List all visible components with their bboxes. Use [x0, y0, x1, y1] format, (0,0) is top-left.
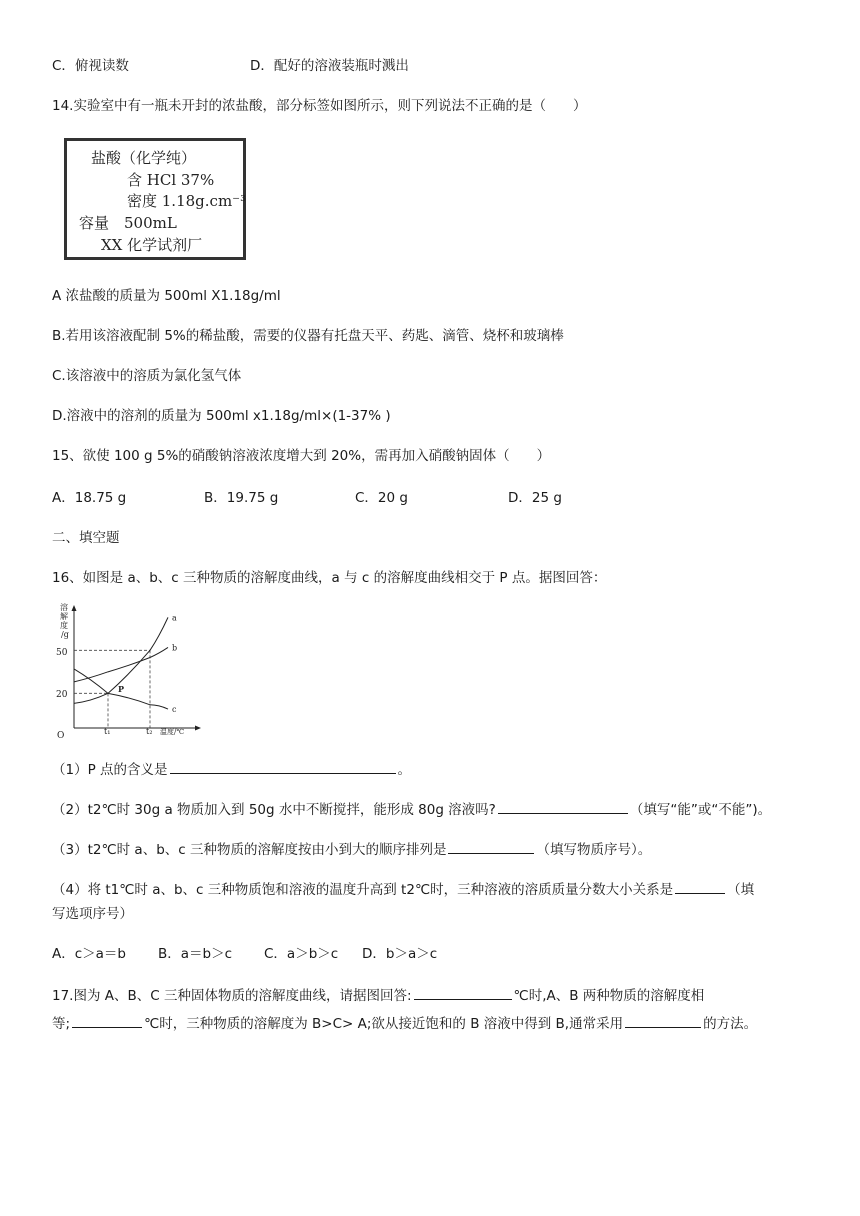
- q15-option-c: C．20 g: [355, 490, 408, 506]
- section-heading: 二、填空题: [52, 530, 120, 546]
- q14-option-d: D.溶液中的溶剂的质量为 500ml x1.18g/ml×(1-37% ): [52, 408, 391, 424]
- x-tick-t2: t₂: [146, 727, 153, 736]
- y-tick-50: 50: [56, 648, 68, 658]
- q16-sub1-blank[interactable]: [170, 758, 396, 774]
- y-axis-label-1: 溶: [60, 603, 68, 612]
- q16-sub4-line2: 写选项序号）: [52, 906, 133, 922]
- q16-stem: 16、如图是 a、b、c 三种物质的溶解度曲线，a 与 c 的溶解度曲线相交于 P 点。据图回答：: [52, 570, 607, 586]
- q17-text-2: ℃时,A、B 两种物质的溶解度相: [513, 988, 705, 1004]
- q14-option-c: C.该溶液中的溶质为氯化氢气体: [52, 368, 242, 384]
- label-line-3: 密度 1.18g.cm⁻³: [127, 192, 247, 210]
- y-axis-arrow: [72, 605, 77, 611]
- q17-blank-3[interactable]: [625, 1012, 701, 1028]
- q17-line1: [52, 984, 704, 1006]
- curve-b: [74, 647, 168, 681]
- q17-blank-1[interactable]: [414, 984, 512, 1000]
- solubility-chart: [52, 600, 212, 750]
- q16-sub4-end: （填: [727, 882, 755, 898]
- y-axis-label-3: 度: [60, 621, 68, 630]
- q15-option-b: B．19.75 g: [204, 490, 279, 506]
- q14-option-a: A 浓盐酸的质量为 500ml X1.18g/ml: [52, 288, 281, 304]
- q15-stem: 15、欲使 100 g 5%的硝酸钠溶液浓度增大到 20%，需再加入硝酸钠固体（ ）: [52, 448, 551, 464]
- q16-sub1-text: （1）P 点的含义是: [52, 762, 168, 778]
- y-tick-20: 20: [56, 690, 68, 700]
- q17-text-3: 等;: [52, 1016, 71, 1032]
- y-axis-label-4: /g: [61, 630, 69, 639]
- curve-label-c: c: [172, 705, 177, 715]
- q13-option-c: C．俯视读数: [52, 58, 129, 74]
- q16-sub3-text: （3）t2℃时 a、b、c 三种物质的溶解度按由小到大的顺序排列是: [52, 842, 447, 858]
- q15-option-d: D．25 g: [508, 490, 562, 506]
- q17-blank-2[interactable]: [72, 1012, 142, 1028]
- q17-text-4: ℃时，三种物质的溶解度为 B>C> A;欲从接近饱和的 B 溶液中得到 B,通常采用: [144, 1016, 624, 1032]
- label-line-2: 含 HCl 37%: [127, 171, 215, 189]
- q16-sub1-end: 。: [397, 762, 412, 778]
- q16-sub2-blank[interactable]: [498, 798, 628, 814]
- q16-option-c: C．a＞b＞c: [264, 946, 339, 962]
- label-line-5: XX 化学试剂厂: [101, 236, 203, 254]
- q16-sub2-end: （填写“能”或“不能”)。: [629, 802, 772, 818]
- q17-text-5: 的方法。: [703, 1016, 758, 1032]
- q16-option-a: A．c＞a＝b: [52, 946, 126, 962]
- q14-stem: 14.实验室中有一瓶未开封的浓盐酸，部分标签如图所示，则下列说法不正确的是（ ）: [52, 98, 587, 114]
- q16-sub3: [52, 838, 651, 860]
- origin-label: O: [57, 731, 65, 741]
- q17-text-1: 17.图为 A、B、C 三种固体物质的溶解度曲线，请据图回答:: [52, 988, 412, 1004]
- solubility-chart-svg: [52, 600, 212, 750]
- q16-sub2-text: （2）t2℃时 30g a 物质加入到 50g 水中不断搅拌，能形成 80g 溶液吗?: [52, 802, 496, 818]
- q16-option-b: B．a＝b＞c: [158, 946, 233, 962]
- curve-label-a: a: [172, 613, 177, 623]
- q16-sub3-blank[interactable]: [448, 838, 534, 854]
- x-axis-arrow: [195, 726, 201, 731]
- q14-option-b: B.若用该溶液配制 5%的稀盐酸，需要的仪器有托盘天平、药匙、滴管、烧杯和玻璃棒: [52, 328, 564, 344]
- reagent-label-image: [64, 138, 246, 260]
- label-line-4: 容量 500mL: [79, 214, 177, 232]
- q15-option-a: A．18.75 g: [52, 490, 127, 506]
- q16-sub3-end: （填写物质序号）。: [536, 842, 652, 858]
- q13-option-d: D．配好的溶液装瓶时溅出: [250, 58, 409, 74]
- q16-sub4: [52, 878, 754, 900]
- q16-sub1: [52, 758, 411, 780]
- label-line-1: 盐酸（化学纯）: [91, 149, 197, 167]
- y-axis-label-2: 解: [60, 612, 68, 621]
- intersection-point-label: P: [118, 684, 125, 694]
- q16-option-d: D．b＞a＞c: [362, 946, 438, 962]
- curve-label-b: b: [172, 643, 178, 653]
- x-axis-label: 温度/℃: [160, 728, 185, 736]
- q16-sub4-blank[interactable]: [675, 878, 725, 894]
- q16-sub4-text: （4）将 t1℃时 a、b、c 三种物质饱和溶液的温度升高到 t2℃时，三种溶液的溶质质量分数大小关系是: [52, 882, 674, 898]
- q16-sub2: [52, 798, 771, 820]
- x-tick-t1: t₁: [104, 727, 111, 736]
- q17-line2: [52, 1012, 757, 1034]
